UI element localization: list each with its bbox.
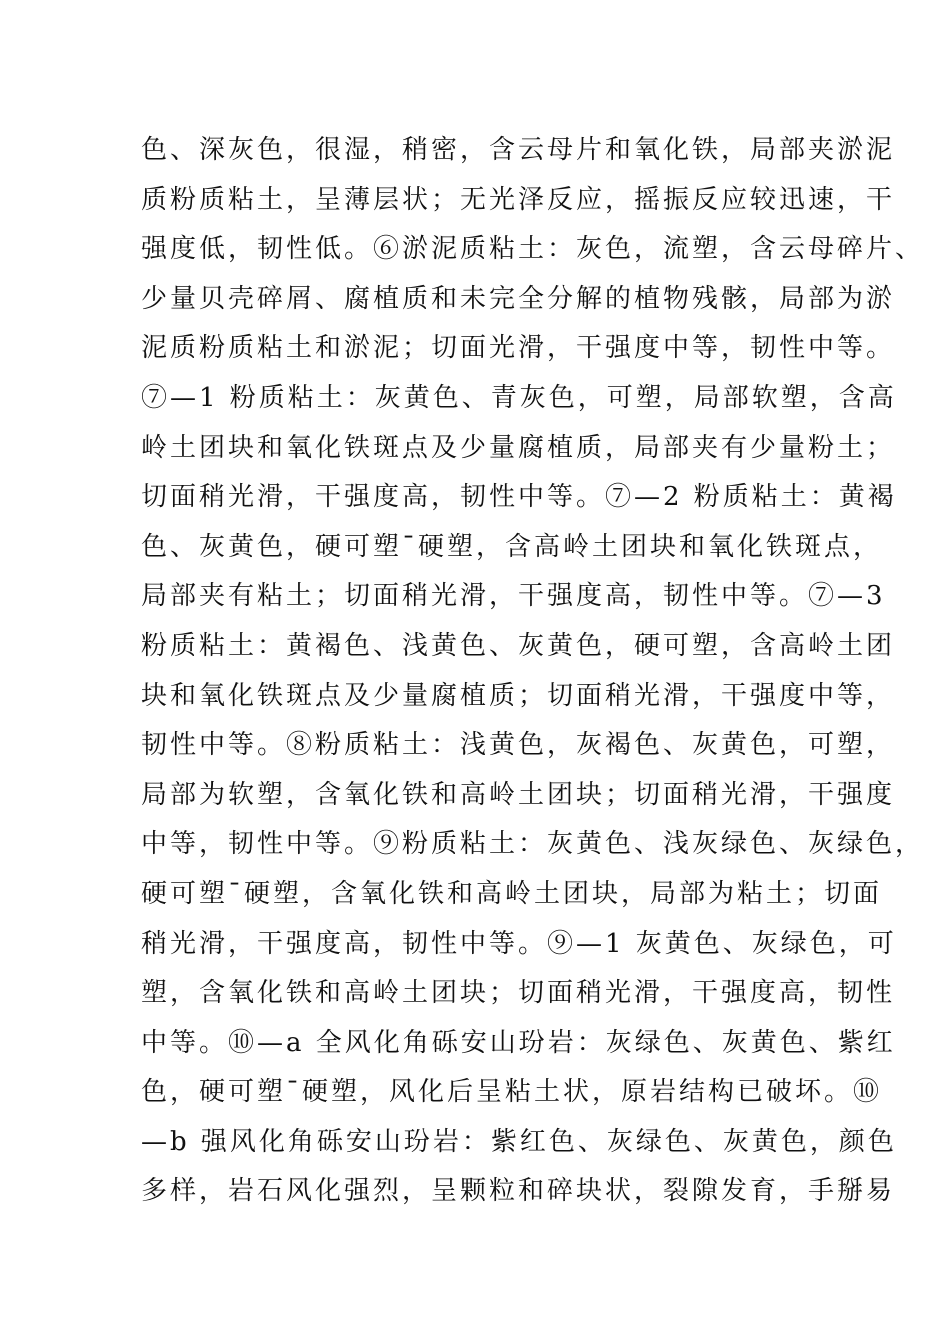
text-line: 色、灰黄色，硬可塑¯硬塑，含高岭土团块和氧化铁斑点， — [141, 531, 883, 562]
text-line: 塑，含氧化铁和高岭土团块；切面稍光滑，干强度高，韧性 — [141, 978, 896, 1009]
text-line: ⑦—1 粉质粘土：灰黄色、青灰色，可塑，局部软塑，含高 — [141, 382, 897, 413]
text-line: 岭土团块和氧化铁斑点及少量腐植质，局部夹有少量粉土； — [141, 432, 896, 463]
text-line: 泥质粉质粘土和淤泥；切面光滑，干强度中等，韧性中等。 — [141, 333, 896, 364]
text-line: 稍光滑，干强度高，韧性中等。⑨—1 灰黄色、灰绿色，可 — [141, 928, 897, 959]
text-line: 局部夹有粘土；切面稍光滑，干强度高，韧性中等。⑦—3 — [141, 581, 886, 612]
text-line: 块和氧化铁斑点及少量腐植质；切面稍光滑，干强度中等， — [141, 680, 896, 711]
text-line: 强度低，韧性低。⑥淤泥质粘土：灰色，流塑，含云母碎片、 — [141, 234, 925, 265]
text-line: 韧性中等。⑧粉质粘土：浅黄色，灰褐色、灰黄色，可塑， — [141, 730, 896, 761]
body-paragraph — [141, 126, 925, 1217]
text-line: 多样，岩石风化强烈，呈颗粒和碎块状，裂隙发育，手掰易 — [141, 1176, 896, 1207]
text-line: 色、深灰色，很湿，稍密，含云母片和氧化铁，局部夹淤泥 — [141, 135, 896, 165]
text-line: 硬可塑¯硬塑，含氧化铁和高岭土团块，局部为粘土；切面 — [141, 878, 883, 909]
text-line: 局部为软塑，含氧化铁和高岭土团块；切面稍光滑，干强度 — [141, 779, 896, 810]
text-line: 质粉质粘土，呈薄层状；无光泽反应，摇振反应较迅速，干 — [141, 184, 896, 215]
text-line: 中等。⑩—a 全风化角砾安山玢岩：灰绿色、灰黄色、紫红 — [141, 1027, 896, 1058]
text-line: 少量贝壳碎屑、腐植质和未完全分解的植物残骸，局部为淤 — [141, 283, 896, 314]
text-line: 粉质粘土：黄褐色、浅黄色、灰黄色，硬可塑，含高岭土团 — [141, 630, 896, 661]
text-line: 色，硬可塑¯硬塑，风化后呈粘土状，原岩结构已破坏。⑩ — [141, 1077, 883, 1108]
text-line: —b 强风化角砾安山玢岩：紫红色、灰绿色、灰黄色，颜色 — [141, 1126, 897, 1157]
text-line: 切面稍光滑，干强度高，韧性中等。⑦—2 粉质粘土：黄褐 — [141, 482, 897, 513]
text-line: 中等，韧性中等。⑨粉质粘土：灰黄色、浅灰绿色、灰绿色， — [141, 829, 925, 860]
